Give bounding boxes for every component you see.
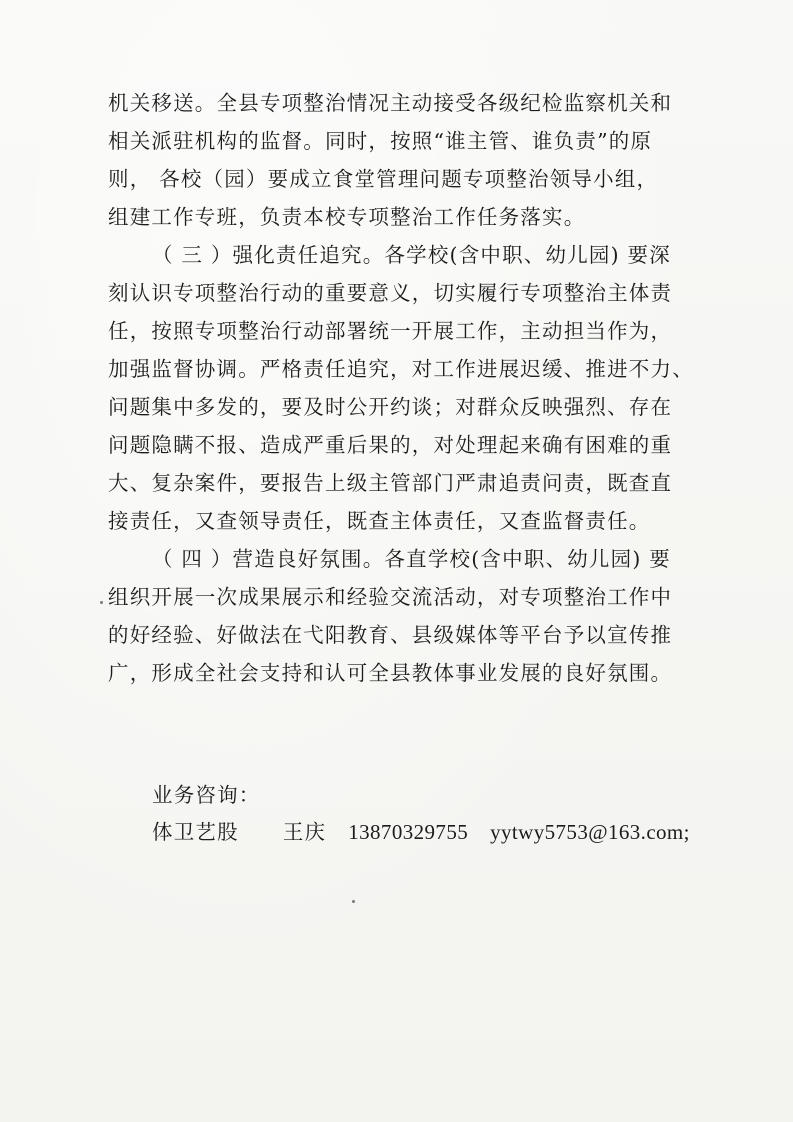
contact-department: 体卫艺股	[152, 820, 239, 844]
contact-email: yytwy5753@163.com;	[490, 820, 690, 844]
text-line: 加强监督协调。严格责任追究，对工作进展迟缓、推进不力、	[108, 357, 694, 381]
text-line: 组建工作专班，负责本校专项整治工作任务落实。	[108, 205, 586, 229]
section-heading-line: （ 四 ）营造良好氛围。各直学校(含中职、幼儿园) 要	[152, 547, 671, 571]
text-line: 的好经验、好做法在弋阳教育、县级媒体等平台予以宣传推	[108, 623, 673, 647]
paragraph-accountability	[108, 236, 708, 540]
text-line: 刻认识专项整治行动的重要意义，切实履行专项整治主体责	[108, 281, 673, 305]
paragraph-atmosphere	[108, 540, 708, 692]
text-line: 机关移送。全县专项整治情况主动接受各级纪检监察机关和	[108, 91, 673, 115]
section-heading-line: （ 三 ）强化责任追究。各学校(含中职、幼儿园) 要深	[152, 243, 671, 267]
scan-speck	[100, 601, 103, 604]
contact-person: 王庆	[282, 820, 327, 844]
text-line: 广，形成全社会支持和认可全县教体事业发展的良好氛围。	[108, 661, 673, 685]
text-line: 问题隐瞒不报、造成严重后果的，对处理起来确有困难的重	[108, 433, 673, 457]
text-line: 任，按照专项整治行动部署统一开展工作，主动担当作为，	[108, 319, 673, 343]
contact-info	[152, 815, 752, 845]
text-line: 则， 各校（园）要成立食堂管理问题专项整治领导小组，	[108, 167, 659, 191]
text-line: 组织开展一次成果展示和经验交流活动，对专项整治工作中	[108, 585, 673, 609]
text-line: 问题集中多发的，要及时公开约谈；对群众反映强烈、存在	[108, 395, 673, 419]
paragraph-supervision	[108, 84, 708, 236]
text-line: 相关派驻机构的监督。同时，按照“谁主管、谁负责”的原	[108, 129, 653, 153]
scan-speck	[352, 900, 355, 903]
text-line: 大、复杂案件，要报告上级主管部门严肃追责问责，既查直	[108, 471, 673, 495]
contact-phone: 13870329755	[348, 820, 469, 844]
document-body	[108, 84, 708, 692]
text-line: 接责任，又查领导责任，既查主体责任，又查监督责任。	[108, 509, 651, 533]
contact-label: 业务咨询：	[152, 783, 261, 807]
